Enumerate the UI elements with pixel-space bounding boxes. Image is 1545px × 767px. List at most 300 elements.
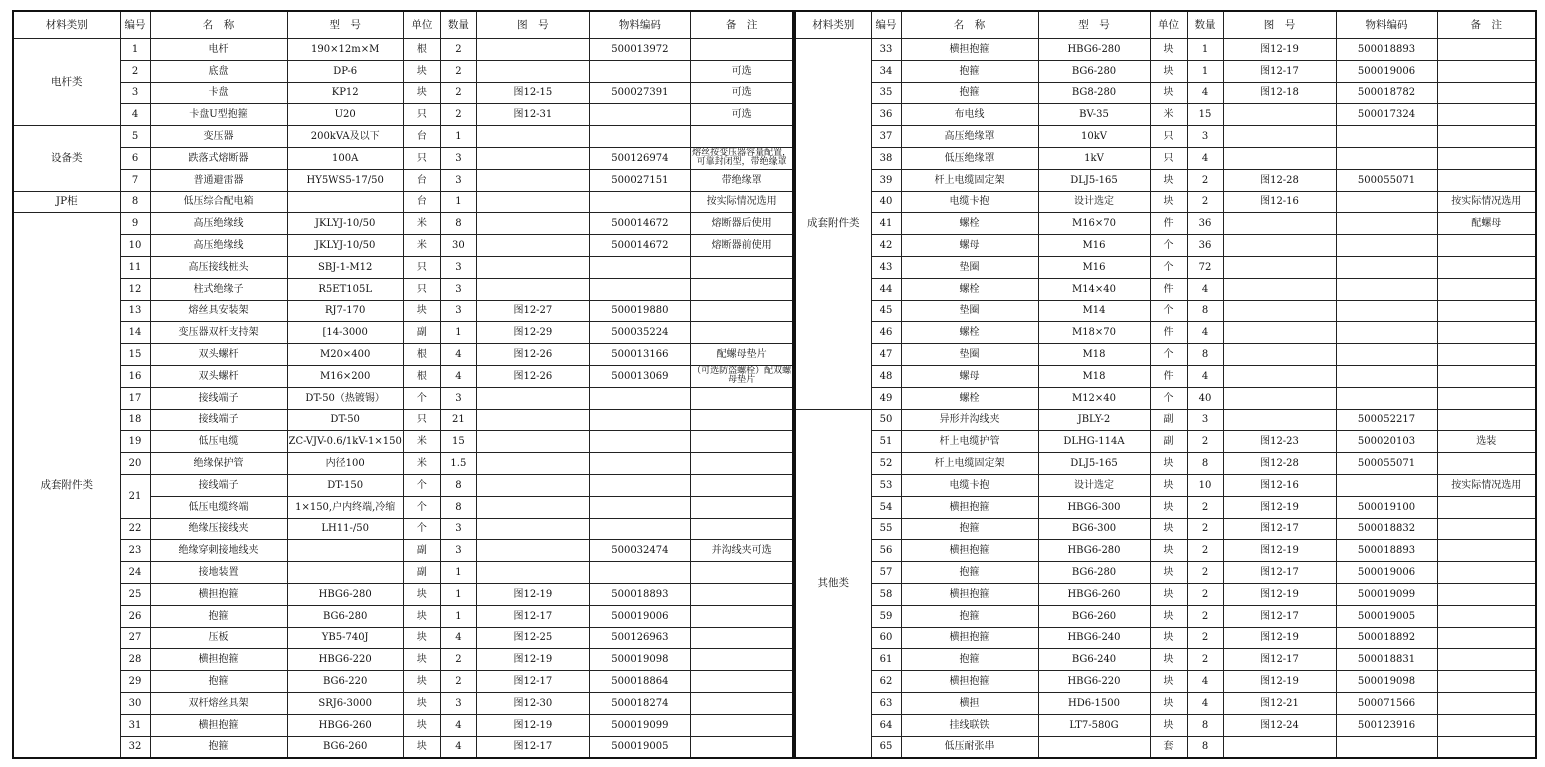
item-material-code — [589, 387, 690, 409]
table-row — [13, 82, 793, 104]
right-header-row — [795, 11, 1536, 39]
table-row — [795, 474, 1536, 496]
item-number: 3 — [120, 82, 150, 104]
table-row — [13, 191, 793, 213]
table-row — [795, 235, 1536, 257]
item-number: 33 — [871, 39, 901, 61]
item-material-code — [1336, 278, 1437, 300]
item-drawing-no — [1223, 344, 1336, 366]
table-row — [13, 409, 793, 431]
item-number: 41 — [871, 213, 901, 235]
item-quantity: 2 — [440, 82, 476, 104]
item-model — [287, 562, 403, 584]
item-model: DP-6 — [287, 60, 403, 82]
item-model: DLJ5-165 — [1038, 169, 1150, 191]
item-drawing-no: 图12-30 — [476, 692, 589, 714]
item-unit: 块 — [1150, 671, 1187, 693]
item-quantity: 8 — [440, 213, 476, 235]
item-model: RJ7-170 — [287, 300, 403, 322]
item-name: 熔丝具安装架 — [150, 300, 287, 322]
table-row — [13, 300, 793, 322]
item-number: 61 — [871, 649, 901, 671]
item-remarks — [690, 671, 793, 693]
item-material-code — [1336, 365, 1437, 387]
category-cell: 电杆类 — [13, 39, 120, 126]
item-number: 4 — [120, 104, 150, 126]
item-name: 变压器 — [150, 126, 287, 148]
item-quantity: 72 — [1187, 256, 1223, 278]
item-material-code: 500019005 — [1336, 605, 1437, 627]
table-row — [13, 692, 793, 714]
item-drawing-no — [476, 496, 589, 518]
item-model: YB5-740J — [287, 627, 403, 649]
item-quantity: 21 — [440, 409, 476, 431]
item-unit: 米 — [1150, 104, 1187, 126]
item-number: 43 — [871, 256, 901, 278]
item-quantity: 8 — [1187, 300, 1223, 322]
item-name: 垫圈 — [901, 344, 1038, 366]
item-number: 49 — [871, 387, 901, 409]
item-remarks — [1437, 562, 1536, 584]
item-remarks — [690, 453, 793, 475]
item-unit: 块 — [1150, 496, 1187, 518]
item-model: M18 — [1038, 365, 1150, 387]
item-unit: 只 — [1150, 147, 1187, 169]
item-remarks: 熔断器前使用 — [690, 235, 793, 257]
item-unit: 块 — [1150, 191, 1187, 213]
item-quantity: 4 — [440, 714, 476, 736]
item-unit: 个 — [1150, 300, 1187, 322]
item-number: 19 — [120, 431, 150, 453]
item-model: M16 — [1038, 256, 1150, 278]
item-drawing-no: 图12-19 — [476, 583, 589, 605]
item-name: 高压接线桩头 — [150, 256, 287, 278]
table-row — [795, 583, 1536, 605]
item-unit: 米 — [403, 453, 440, 475]
item-number: 8 — [120, 191, 150, 213]
item-remarks — [1437, 39, 1536, 61]
item-model: DLJ5-165 — [1038, 453, 1150, 475]
table-row — [795, 453, 1536, 475]
right-material-table — [794, 10, 1537, 759]
item-unit: 根 — [403, 365, 440, 387]
item-model: 1×150,户内终端,冷缩 — [287, 496, 403, 518]
item-quantity: 2 — [440, 39, 476, 61]
table-row — [13, 736, 793, 758]
table-row — [13, 169, 793, 191]
item-number: 63 — [871, 692, 901, 714]
item-quantity: 3 — [440, 169, 476, 191]
item-remarks — [690, 256, 793, 278]
item-quantity: 4 — [1187, 692, 1223, 714]
item-drawing-no — [476, 126, 589, 148]
item-material-code: 500018893 — [1336, 39, 1437, 61]
item-material-code: 500032474 — [589, 540, 690, 562]
table-row — [13, 60, 793, 82]
item-drawing-no — [476, 409, 589, 431]
item-name: 接地装置 — [150, 562, 287, 584]
item-model: 1kV — [1038, 147, 1150, 169]
item-model: JKLYJ-10/50 — [287, 213, 403, 235]
item-drawing-no — [1223, 300, 1336, 322]
item-number: 47 — [871, 344, 901, 366]
item-model: M18 — [1038, 344, 1150, 366]
category-cell: 成套附件类 — [13, 213, 120, 758]
category-cell: 成套附件类 — [795, 39, 871, 410]
item-material-code: 500018893 — [1336, 540, 1437, 562]
item-unit: 个 — [1150, 387, 1187, 409]
item-name: 接线端子 — [150, 474, 287, 496]
item-unit: 只 — [1150, 126, 1187, 148]
item-number: 45 — [871, 300, 901, 322]
item-model: M16×70 — [1038, 213, 1150, 235]
table-row — [13, 671, 793, 693]
item-quantity: 3 — [1187, 409, 1223, 431]
item-remarks: 按实际情况选用 — [690, 191, 793, 213]
item-remarks — [1437, 409, 1536, 431]
header-quantity: 数量 — [1187, 11, 1223, 39]
item-quantity: 15 — [1187, 104, 1223, 126]
item-drawing-no: 图12-28 — [1223, 453, 1336, 475]
item-quantity: 8 — [1187, 344, 1223, 366]
item-remarks — [1437, 649, 1536, 671]
item-drawing-no — [1223, 213, 1336, 235]
item-material-code — [589, 496, 690, 518]
item-drawing-no: 图12-24 — [1223, 714, 1336, 736]
item-drawing-no: 图12-19 — [476, 649, 589, 671]
item-drawing-no: 图12-25 — [476, 627, 589, 649]
item-name: 电杆 — [150, 39, 287, 61]
item-drawing-no — [1223, 104, 1336, 126]
item-number: 29 — [120, 671, 150, 693]
header-name: 名 称 — [150, 11, 287, 39]
item-quantity: 1 — [1187, 60, 1223, 82]
item-model: BG6-280 — [1038, 562, 1150, 584]
item-number: 40 — [871, 191, 901, 213]
item-quantity: 2 — [1187, 583, 1223, 605]
item-model: LT7-580G — [1038, 714, 1150, 736]
item-quantity: 2 — [1187, 496, 1223, 518]
item-quantity: 8 — [440, 474, 476, 496]
item-remarks — [690, 300, 793, 322]
item-number: 22 — [120, 518, 150, 540]
item-material-code: 500055071 — [1336, 453, 1437, 475]
table-row — [795, 82, 1536, 104]
item-number: 65 — [871, 736, 901, 758]
item-remarks — [1437, 387, 1536, 409]
item-model: BG6-280 — [1038, 60, 1150, 82]
header-category: 材料类别 — [13, 11, 120, 39]
table-row — [795, 60, 1536, 82]
table-row — [795, 104, 1536, 126]
item-name: 电缆卡抱 — [901, 474, 1038, 496]
item-material-code: 500052217 — [1336, 409, 1437, 431]
item-name: 底盘 — [150, 60, 287, 82]
header-material-code: 物料编码 — [589, 11, 690, 39]
item-unit: 个 — [1150, 235, 1187, 257]
item-drawing-no — [1223, 387, 1336, 409]
item-model: HBG6-280 — [287, 583, 403, 605]
item-drawing-no — [476, 540, 589, 562]
item-number: 25 — [120, 583, 150, 605]
item-name: 低压电缆终端 — [150, 496, 287, 518]
item-unit: 件 — [1150, 213, 1187, 235]
item-quantity: 3 — [440, 278, 476, 300]
item-quantity: 4 — [1187, 671, 1223, 693]
item-unit: 个 — [1150, 256, 1187, 278]
item-number: 17 — [120, 387, 150, 409]
item-material-code — [589, 126, 690, 148]
item-material-code: 500014672 — [589, 213, 690, 235]
item-remarks — [1437, 278, 1536, 300]
item-unit: 块 — [403, 627, 440, 649]
table-row — [13, 453, 793, 475]
item-material-code: 500018892 — [1336, 627, 1437, 649]
item-number: 50 — [871, 409, 901, 431]
table-row — [795, 605, 1536, 627]
item-quantity: 3 — [440, 147, 476, 169]
item-unit: 块 — [403, 605, 440, 627]
table-row — [795, 692, 1536, 714]
item-material-code: 500013972 — [589, 39, 690, 61]
item-drawing-no: 图12-29 — [476, 322, 589, 344]
item-model: M12×40 — [1038, 387, 1150, 409]
table-row — [13, 583, 793, 605]
item-remarks: 按实际情况选用 — [1437, 191, 1536, 213]
item-name: 螺栓 — [901, 278, 1038, 300]
item-model: BG6-240 — [1038, 649, 1150, 671]
item-drawing-no — [1223, 278, 1336, 300]
item-drawing-no: 图12-18 — [1223, 82, 1336, 104]
item-remarks — [1437, 235, 1536, 257]
item-unit: 副 — [1150, 431, 1187, 453]
item-number: 26 — [120, 605, 150, 627]
item-model: DLHG-114A — [1038, 431, 1150, 453]
header-number: 编号 — [871, 11, 901, 39]
item-unit: 只 — [403, 409, 440, 431]
item-quantity: 1 — [440, 562, 476, 584]
table-row — [795, 191, 1536, 213]
item-number: 32 — [120, 736, 150, 758]
item-remarks — [690, 496, 793, 518]
item-drawing-no — [476, 213, 589, 235]
table-row — [13, 605, 793, 627]
item-number: 56 — [871, 540, 901, 562]
item-drawing-no: 图12-19 — [1223, 627, 1336, 649]
item-remarks: 可选 — [690, 60, 793, 82]
item-quantity: 2 — [440, 104, 476, 126]
item-quantity: 2 — [440, 671, 476, 693]
item-remarks — [1437, 692, 1536, 714]
item-unit: 块 — [1150, 649, 1187, 671]
item-name: 横担抱箍 — [901, 671, 1038, 693]
item-model: BG6-260 — [1038, 605, 1150, 627]
item-model: BG6-300 — [1038, 518, 1150, 540]
item-remarks — [690, 562, 793, 584]
item-remarks: 带绝缘罩 — [690, 169, 793, 191]
header-drawing-no: 图 号 — [1223, 11, 1336, 39]
item-drawing-no: 图12-19 — [1223, 39, 1336, 61]
item-material-code — [589, 256, 690, 278]
item-quantity: 4 — [440, 365, 476, 387]
item-drawing-no — [476, 278, 589, 300]
item-drawing-no — [1223, 256, 1336, 278]
item-unit: 台 — [403, 191, 440, 213]
item-drawing-no — [1223, 147, 1336, 169]
item-model: M18×70 — [1038, 322, 1150, 344]
item-drawing-no — [476, 453, 589, 475]
item-drawing-no — [476, 191, 589, 213]
table-row — [795, 671, 1536, 693]
item-number: 1 — [120, 39, 150, 61]
item-model: HBG6-280 — [1038, 39, 1150, 61]
item-unit: 个 — [403, 474, 440, 496]
item-quantity: 1 — [1187, 39, 1223, 61]
item-quantity: 4 — [440, 736, 476, 758]
table-row — [13, 365, 793, 387]
item-drawing-no — [476, 147, 589, 169]
item-model: M16×200 — [287, 365, 403, 387]
item-model: BG6-220 — [287, 671, 403, 693]
item-unit: 只 — [403, 104, 440, 126]
table-row — [795, 518, 1536, 540]
item-name: 横担抱箍 — [901, 540, 1038, 562]
item-unit: 副 — [403, 562, 440, 584]
item-drawing-no: 图12-16 — [1223, 474, 1336, 496]
item-number: 24 — [120, 562, 150, 584]
header-material-code: 物料编码 — [1336, 11, 1437, 39]
item-number: 38 — [871, 147, 901, 169]
item-material-code: 500019006 — [1336, 562, 1437, 584]
item-number: 15 — [120, 344, 150, 366]
item-drawing-no — [476, 169, 589, 191]
item-unit: 台 — [403, 126, 440, 148]
table-row — [13, 714, 793, 736]
item-number: 20 — [120, 453, 150, 475]
item-material-code — [1336, 736, 1437, 758]
item-quantity: 1 — [440, 605, 476, 627]
table-row — [13, 431, 793, 453]
item-remarks — [1437, 627, 1536, 649]
item-material-code — [1336, 213, 1437, 235]
item-unit: 件 — [1150, 322, 1187, 344]
table-row — [13, 256, 793, 278]
item-number: 6 — [120, 147, 150, 169]
item-unit: 块 — [1150, 714, 1187, 736]
item-name: 低压绝缘罩 — [901, 147, 1038, 169]
item-material-code — [1336, 191, 1437, 213]
item-model: HD6-1500 — [1038, 692, 1150, 714]
item-material-code: 500019098 — [1336, 671, 1437, 693]
table-row — [13, 278, 793, 300]
item-number: 52 — [871, 453, 901, 475]
item-unit: 副 — [403, 540, 440, 562]
item-number: 37 — [871, 126, 901, 148]
item-name: 压板 — [150, 627, 287, 649]
item-material-code: 500013166 — [589, 344, 690, 366]
item-name: 抱箍 — [901, 605, 1038, 627]
table-row — [13, 39, 793, 61]
item-material-code: 500019098 — [589, 649, 690, 671]
item-model: HBG6-300 — [1038, 496, 1150, 518]
table-row — [795, 365, 1536, 387]
item-name: 高压绝缘线 — [150, 213, 287, 235]
item-remarks — [1437, 147, 1536, 169]
item-drawing-no: 图12-23 — [1223, 431, 1336, 453]
item-name: 垫圈 — [901, 300, 1038, 322]
item-unit: 块 — [403, 60, 440, 82]
category-cell: JP柜 — [13, 191, 120, 213]
item-quantity: 3 — [1187, 126, 1223, 148]
item-model: BV-35 — [1038, 104, 1150, 126]
item-model: DT-150 — [287, 474, 403, 496]
item-drawing-no: 图12-27 — [476, 300, 589, 322]
item-quantity: 2 — [1187, 191, 1223, 213]
item-name: 杆上电缆固定架 — [901, 453, 1038, 475]
item-remarks — [1437, 322, 1536, 344]
item-model: DT-50 — [287, 409, 403, 431]
item-quantity: 36 — [1187, 235, 1223, 257]
item-name: 横担抱箍 — [150, 649, 287, 671]
item-material-code: 500018831 — [1336, 649, 1437, 671]
item-material-code: 500027391 — [589, 82, 690, 104]
item-model: DT-50（热镀锡） — [287, 387, 403, 409]
table-row — [795, 496, 1536, 518]
item-number: 39 — [871, 169, 901, 191]
table-row — [795, 627, 1536, 649]
category-cell: 其他类 — [795, 409, 871, 758]
item-number: 51 — [871, 431, 901, 453]
item-number: 62 — [871, 671, 901, 693]
table-row — [795, 649, 1536, 671]
item-remarks — [690, 627, 793, 649]
item-quantity: 36 — [1187, 213, 1223, 235]
table-row — [13, 562, 793, 584]
item-unit: 块 — [403, 300, 440, 322]
item-drawing-no: 图12-19 — [1223, 496, 1336, 518]
item-drawing-no — [476, 387, 589, 409]
item-unit: 只 — [403, 278, 440, 300]
item-remarks — [690, 474, 793, 496]
item-remarks — [690, 39, 793, 61]
item-material-code — [1336, 147, 1437, 169]
item-model: BG6-260 — [287, 736, 403, 758]
item-drawing-no — [1223, 365, 1336, 387]
item-name: 横担抱箍 — [150, 714, 287, 736]
item-drawing-no: 图12-17 — [1223, 649, 1336, 671]
item-unit: 块 — [1150, 627, 1187, 649]
item-remarks — [1437, 82, 1536, 104]
item-unit: 块 — [1150, 518, 1187, 540]
item-remarks — [1437, 583, 1536, 605]
item-name: 横担抱箍 — [150, 583, 287, 605]
item-name: 普通避雷器 — [150, 169, 287, 191]
item-number: 21 — [120, 474, 150, 518]
item-name: 抱箍 — [901, 518, 1038, 540]
item-material-code — [589, 518, 690, 540]
item-remarks — [690, 431, 793, 453]
item-remarks — [690, 278, 793, 300]
item-drawing-no: 图12-17 — [476, 736, 589, 758]
item-quantity: 4 — [1187, 322, 1223, 344]
item-material-code: 500018893 — [589, 583, 690, 605]
item-quantity: 3 — [440, 256, 476, 278]
item-name: 绝缘保护管 — [150, 453, 287, 475]
table-row — [795, 387, 1536, 409]
item-material-code — [1336, 474, 1437, 496]
item-remarks — [690, 649, 793, 671]
item-name: 跌落式熔断器 — [150, 147, 287, 169]
